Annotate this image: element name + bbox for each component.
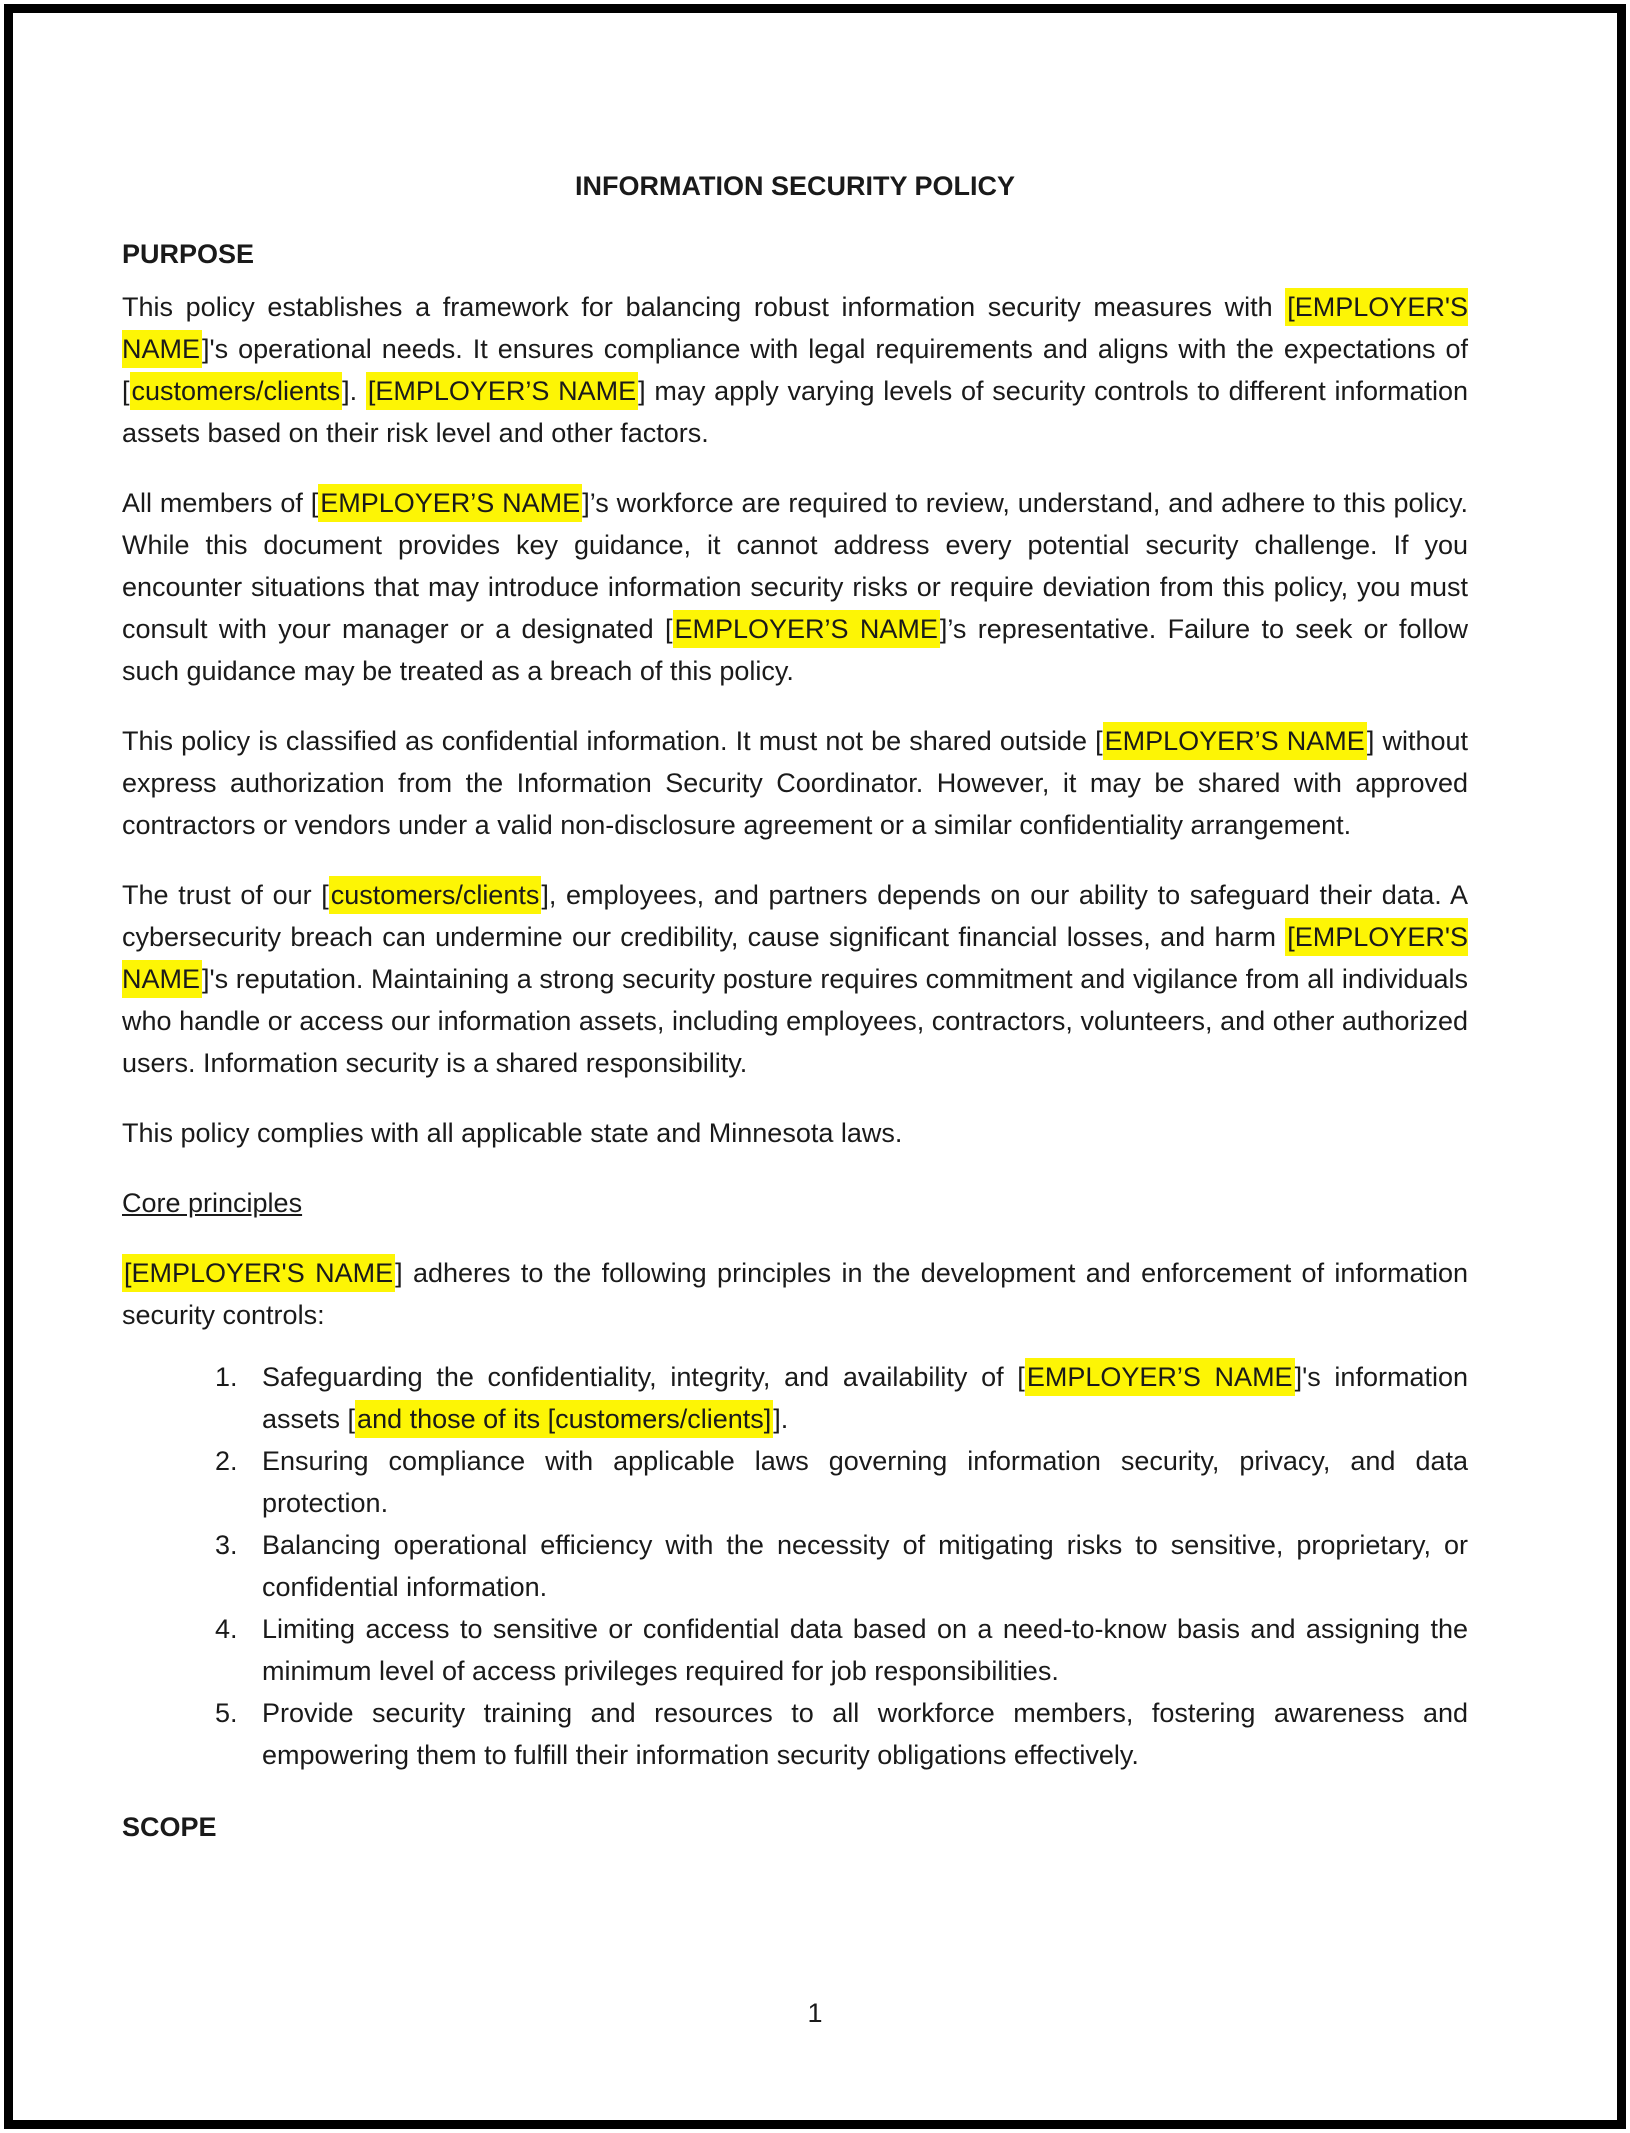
list-item-text: [262, 1608, 1468, 1692]
text-segment: Ensuring compliance with applicable laws governing information security, privacy, and data protection.: [262, 1446, 1468, 1518]
list-item-number: 3.: [215, 1530, 238, 1560]
highlighted-placeholder: customers/clients: [130, 372, 343, 410]
page-number: 1: [807, 1998, 823, 2028]
highlighted-placeholder: [EMPLOYER'S NAME: [122, 918, 1468, 998]
text-segment: This policy complies with all applicable state and Minnesota laws.: [122, 1118, 903, 1148]
highlighted-placeholder: and those of its [customers/clients]: [355, 1400, 773, 1438]
text-segment: ]’s workforce are required to review, understand, and adhere to this policy. While this document provides key guidance, it cannot address every potential security challenge. If you encounter situations that may introduce information security risks or require deviation from this policy, you must consult with your manager or a designated [: [122, 488, 1468, 644]
highlighted-placeholder: [EMPLOYER’S NAME: [366, 372, 638, 410]
text-segment: This policy establishes a framework for balancing robust information security measures with: [122, 292, 1286, 322]
text-segment: This policy is classified as confidential information. It must not be shared outside [: [122, 726, 1103, 756]
paragraph-purpose-2: [122, 482, 1468, 692]
text-segment: Provide security training and resources to all workforce members, fostering awareness and empowering them to fulfill their information security obligations effectively.: [262, 1698, 1468, 1770]
text-segment: Balancing operational efficiency with the necessity of mitigating risks to sensitive, proprietary, or confidential information.: [262, 1530, 1468, 1602]
text-segment: ], employees, and partners depends on our ability to safeguard their data. A cybersecurity breach can undermine our credibility, cause significant financial losses, and harm: [122, 880, 1468, 952]
list-item-text: [262, 1440, 1468, 1524]
paragraph-purpose-3: [122, 720, 1468, 846]
paragraph-purpose-1: [122, 286, 1468, 454]
paragraph-principles-intro: [122, 1252, 1468, 1336]
text-segment: ].: [342, 376, 366, 406]
highlighted-placeholder: EMPLOYER’S NAME: [318, 484, 582, 522]
text-segment: ] may apply varying levels of security controls to different information assets based on their risk level and other factors.: [122, 376, 1469, 448]
text-segment: Safeguarding the confidentiality, integrity, and availability of [: [262, 1362, 1025, 1392]
list-item: [122, 1524, 1468, 1608]
highlighted-placeholder: [EMPLOYER'S NAME: [122, 1254, 395, 1292]
document-page: [122, 0, 1468, 1848]
list-item-number: 1.: [215, 1362, 238, 1392]
list-item-number: 2.: [215, 1446, 238, 1476]
list-item-text: [262, 1356, 1468, 1440]
highlighted-placeholder: EMPLOYER’S NAME: [1103, 722, 1367, 760]
purpose-heading: PURPOSE: [122, 239, 255, 269]
text-segment: ]’s representative. Failure to seek or follow such guidance may be treated as a breach of this policy.: [122, 614, 1468, 686]
text-segment: ]'s reputation. Maintaining a strong security posture requires commitment and vigilance from all individuals who handle or access our information assets, including employees, contractors, volunteers, and other authorized users. Information security is a shared responsibility.: [122, 964, 1468, 1078]
list-item-number: 5.: [215, 1698, 238, 1728]
list-item: [122, 1440, 1468, 1524]
highlighted-placeholder: [EMPLOYER'S NAME: [122, 288, 1468, 368]
list-item-number: 4.: [215, 1614, 238, 1644]
text-segment: ]'s information assets [: [262, 1362, 1468, 1434]
text-segment: ].: [773, 1404, 789, 1434]
highlighted-placeholder: EMPLOYER’S NAME: [1025, 1358, 1295, 1396]
text-segment: ] adheres to the following principles in the development and enforcement of information security controls:: [122, 1258, 1468, 1330]
core-principles-list: [122, 1356, 1468, 1776]
text-segment: All members of [: [122, 488, 319, 518]
list-item-text: [262, 1692, 1468, 1776]
text-segment: ]'s operational needs. It ensures compliance with legal requirements and aligns with the expectations of [: [122, 334, 1468, 406]
highlighted-placeholder: EMPLOYER’S NAME: [673, 610, 940, 648]
text-segment: Limiting access to sensitive or confidential data based on a need-to-know basis and assigning the minimum level of access privileges required for job responsibilities.: [262, 1614, 1468, 1686]
list-item-text: [262, 1524, 1468, 1608]
highlighted-placeholder: customers/clients: [329, 876, 542, 914]
list-item: [122, 1356, 1468, 1440]
paragraph-purpose-4: [122, 874, 1468, 1084]
text-segment: The trust of our [: [122, 880, 329, 910]
text-segment: ] without express authorization from the Information Security Coordinator. However, it may be shared with approved contractors or vendors under a valid non-disclosure agreement or a similar confidentiality arrangement.: [122, 726, 1468, 840]
scope-heading: SCOPE: [122, 1812, 217, 1842]
paragraph-compliance: [122, 1112, 1468, 1154]
list-item: [122, 1692, 1468, 1776]
core-principles-heading: Core principles: [122, 1188, 303, 1218]
list-item: [122, 1608, 1468, 1692]
document-title: INFORMATION SECURITY POLICY: [574, 171, 1015, 201]
